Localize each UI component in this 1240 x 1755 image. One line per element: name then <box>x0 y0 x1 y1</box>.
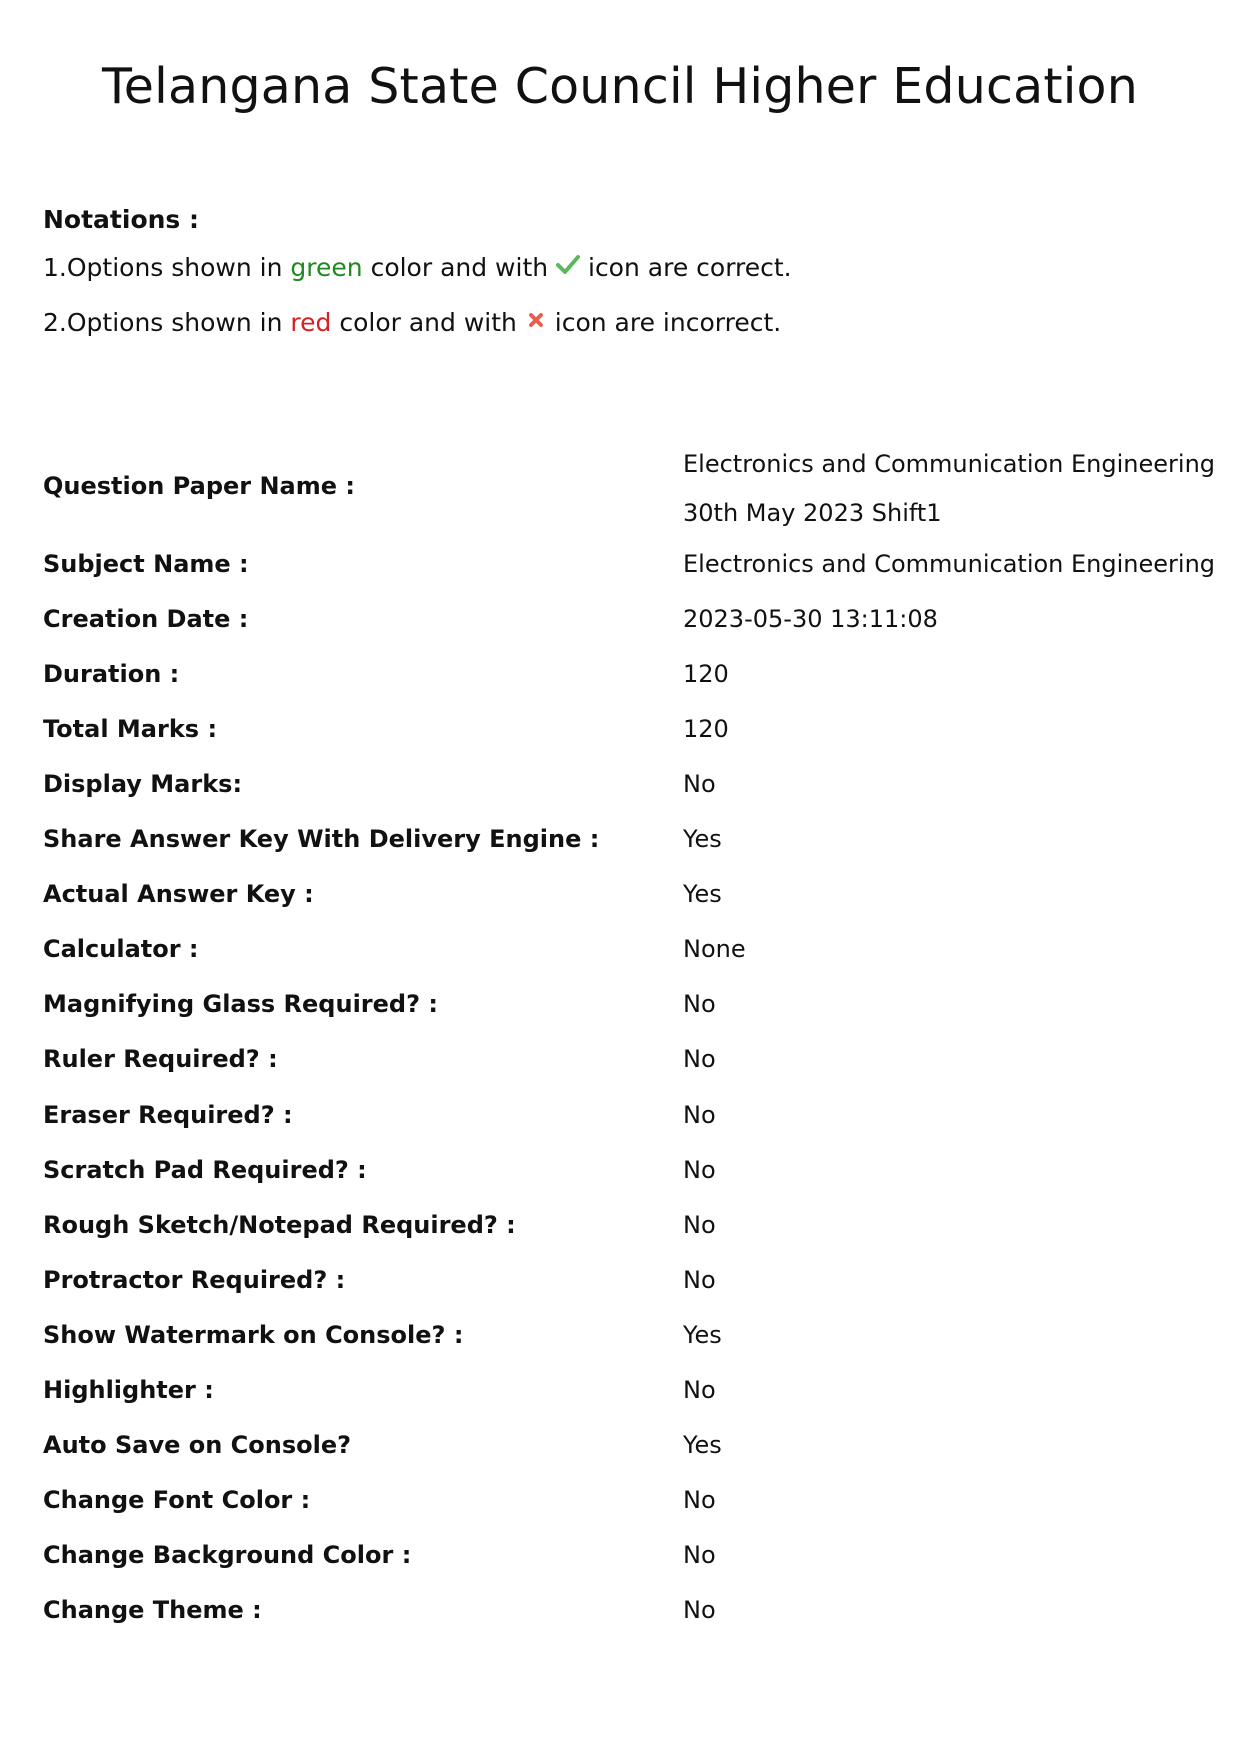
detail-value: Yes <box>683 880 722 909</box>
detail-label: Question Paper Name : <box>43 472 355 500</box>
detail-label: Highlighter : <box>43 1375 214 1404</box>
detail-value: No <box>683 1210 716 1239</box>
detail-value: No <box>683 1100 716 1129</box>
detail-value: Yes <box>683 1430 722 1459</box>
check-icon <box>556 239 580 294</box>
notation-text: color and with <box>362 253 557 282</box>
detail-label: Calculator : <box>43 935 199 964</box>
detail-label: Creation Date : <box>43 605 249 634</box>
detail-label: Change Font Color : <box>43 1485 311 1514</box>
detail-label: Rough Sketch/Notepad Required? : <box>43 1210 516 1239</box>
notation-text: 1.Options shown in <box>43 253 291 282</box>
detail-value: No <box>683 1155 716 1184</box>
detail-value: No <box>683 1265 716 1294</box>
detail-label: Total Marks : <box>43 715 218 744</box>
notation-text: icon are correct. <box>580 253 792 282</box>
red-word: red <box>290 308 332 337</box>
notation-incorrect <box>43 295 792 350</box>
detail-label: Scratch Pad Required? : <box>43 1155 367 1184</box>
detail-value: 30th May 2023 Shift1 <box>683 499 942 527</box>
detail-value: No <box>683 1375 716 1404</box>
notation-correct <box>43 240 792 295</box>
detail-value: No <box>683 1595 716 1624</box>
detail-value: 120 <box>683 715 729 744</box>
detail-label: Auto Save on Console? <box>43 1430 352 1459</box>
detail-value: No <box>683 1045 716 1074</box>
detail-value: No <box>683 990 716 1019</box>
cross-icon <box>525 294 547 349</box>
detail-value: Electronics and Communication Engineering <box>683 450 1216 478</box>
detail-label: Actual Answer Key : <box>43 880 314 909</box>
notations-section <box>43 200 792 350</box>
detail-label: Display Marks: <box>43 770 243 799</box>
detail-value: 120 <box>683 660 729 689</box>
detail-label: Subject Name : <box>43 550 249 578</box>
detail-label: Change Theme : <box>43 1595 262 1624</box>
detail-row-question-paper-name <box>43 442 1216 532</box>
detail-label: Show Watermark on Console? : <box>43 1320 464 1349</box>
detail-label: Magnifying Glass Required? : <box>43 990 438 1019</box>
detail-value: No <box>683 1540 716 1569</box>
detail-label: Change Background Color : <box>43 1540 412 1569</box>
detail-value: Electronics and Communication Engineering <box>683 550 1216 578</box>
page-title: Telangana State Council Higher Education <box>102 58 1138 115</box>
detail-label: Duration : <box>43 660 180 689</box>
green-word: green <box>290 253 363 282</box>
detail-label: Ruler Required? : <box>43 1045 278 1074</box>
detail-value: Yes <box>683 1320 722 1349</box>
detail-value: None <box>683 935 746 964</box>
detail-label: Share Answer Key With Delivery Engine : <box>43 825 600 854</box>
notation-text: color and with <box>331 308 525 337</box>
detail-value: No <box>683 1485 716 1514</box>
detail-label: Protractor Required? : <box>43 1265 346 1294</box>
detail-value: 2023-05-30 13:11:08 <box>683 605 938 634</box>
notation-text: icon are incorrect. <box>546 308 782 337</box>
detail-label: Eraser Required? : <box>43 1100 293 1129</box>
detail-value: Yes <box>683 825 722 854</box>
notations-heading: Notations : <box>43 205 199 234</box>
notation-text: 2.Options shown in <box>43 308 291 337</box>
detail-value: No <box>683 770 716 799</box>
